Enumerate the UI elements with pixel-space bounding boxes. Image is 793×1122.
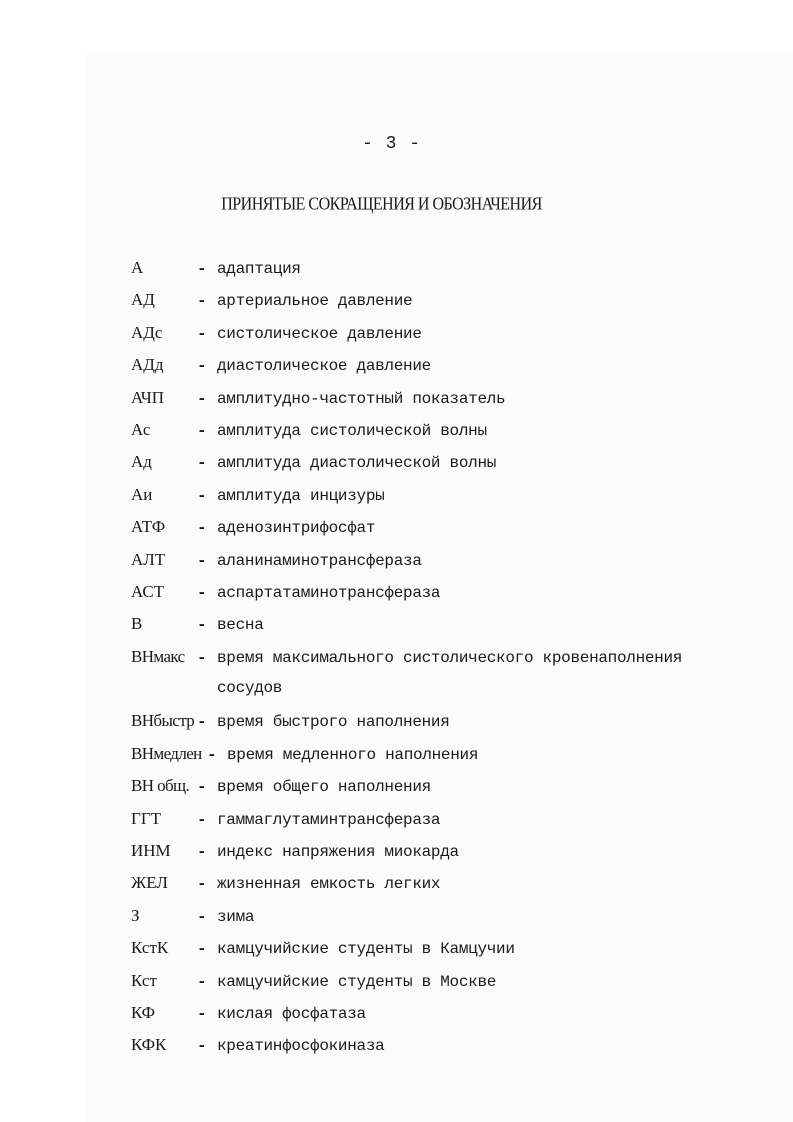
entry-definition: адаптация (217, 260, 301, 278)
entry-term: З (131, 905, 140, 925)
entry-term: В (131, 614, 143, 634)
abbreviation-entry (131, 711, 731, 743)
abbreviation-entry (131, 1035, 731, 1067)
entry-term: КстК (131, 938, 169, 958)
entry-definition: время максимального систолического кровенаполнения (217, 648, 683, 667)
abbreviation-entry (131, 841, 731, 873)
entry-dash: - (197, 260, 207, 278)
entry-dash: - (197, 940, 207, 959)
entry-term: АД (131, 290, 155, 310)
entry-term: Аи (131, 484, 153, 504)
entry-term: А (131, 258, 144, 277)
abbreviation-entry (131, 355, 731, 387)
entry-term: АЛТ (131, 549, 166, 569)
abbreviation-entry (131, 744, 731, 776)
entry-term: Ад (131, 452, 152, 472)
entry-definition-continuation: сосудов (217, 679, 283, 698)
abbreviation-entry-continuation (131, 679, 731, 711)
entry-term: ГГТ (131, 808, 162, 828)
abbreviation-list (131, 258, 731, 1068)
entry-definition: время медленного наполнения (227, 745, 479, 764)
abbreviation-entry (131, 388, 731, 420)
entry-term: Кст (131, 970, 157, 990)
entry-dash: - (197, 648, 207, 667)
entry-term: АДд (131, 355, 164, 375)
abbreviation-entry (131, 906, 731, 938)
entry-definition: амплитуда диастолической волны (217, 454, 497, 473)
abbreviation-entry (131, 290, 731, 322)
entry-definition: камцучийские студенты в Москве (217, 972, 497, 991)
entry-definition: аспартатаминотрансфераза (217, 583, 441, 602)
abbreviation-entry (131, 323, 731, 355)
entry-dash: - (197, 875, 207, 894)
entry-definition: индекс напряжения миокарда (217, 843, 459, 862)
entry-dash: - (197, 778, 207, 797)
entry-dash: - (207, 745, 217, 764)
entry-dash: - (197, 292, 207, 311)
entry-dash: - (197, 454, 207, 473)
entry-term: АЧП (131, 387, 165, 407)
abbreviation-entry (131, 809, 731, 841)
entry-dash: - (197, 551, 207, 570)
abbreviation-entry (131, 614, 731, 646)
entry-term: АТФ (131, 517, 166, 537)
entry-definition: зима (217, 907, 255, 926)
entry-term: ВН общ. (131, 776, 190, 796)
entry-definition: амплитудно-частотный показатель (217, 389, 506, 408)
entry-definition: амплитуда инцизуры (217, 486, 385, 505)
entry-dash: - (197, 713, 207, 732)
page-number: - 3 - (361, 134, 421, 154)
abbreviation-entry (131, 647, 731, 679)
abbreviation-entry (131, 776, 731, 808)
entry-definition: гаммаглутаминтрансфераза (217, 810, 441, 829)
entry-dash: - (197, 519, 207, 538)
entry-dash: - (197, 324, 207, 343)
entry-definition: аланинаминотрансфераза (217, 551, 422, 570)
abbreviation-entry (131, 420, 731, 452)
entry-definition: время общего наполнения (217, 778, 431, 797)
entry-dash: - (197, 972, 207, 991)
abbreviation-entry (131, 485, 731, 517)
entry-term: АДс (131, 322, 163, 342)
entry-definition: кислая фосфатаза (217, 1004, 366, 1023)
entry-definition: диастолическое давление (217, 357, 431, 376)
entry-dash: - (197, 1004, 207, 1023)
entry-definition: артериальное давление (217, 292, 413, 311)
abbreviation-entry (131, 873, 731, 905)
abbreviation-entry (131, 582, 731, 614)
entry-term: ИНМ (131, 841, 171, 861)
abbreviation-entry (131, 938, 731, 970)
entry-dash: - (197, 389, 207, 408)
entry-definition: амплитуда систолической волны (217, 421, 487, 440)
page-title: ПРИНЯТЫЕ СОКРАЩЕНИЯ И ОБОЗНАЧЕНИЯ (221, 195, 542, 214)
abbreviation-entry (131, 550, 731, 582)
entry-dash: - (197, 486, 207, 505)
entry-term: КФК (131, 1035, 167, 1055)
entry-dash: - (197, 616, 207, 635)
entry-dash: - (197, 907, 207, 926)
entry-definition: время быстрого наполнения (217, 713, 450, 732)
entry-dash: - (197, 357, 207, 376)
entry-definition: весна (217, 616, 264, 635)
entry-dash: - (197, 583, 207, 602)
entry-term: ЖЕЛ (131, 873, 168, 893)
entry-definition: креатинфосфокиназа (217, 1037, 385, 1056)
entry-dash: - (197, 1037, 207, 1056)
abbreviation-entry (131, 1003, 731, 1035)
abbreviation-entry (131, 517, 731, 549)
entry-definition: жизненная емкость легких (217, 875, 441, 894)
entry-term: АСТ (131, 581, 165, 601)
entry-dash: - (197, 810, 207, 829)
entry-term: КФ (131, 1002, 156, 1022)
entry-term: Ас (131, 419, 151, 439)
entry-term: ВНмакс (131, 646, 185, 666)
entry-dash: - (197, 421, 207, 440)
entry-definition: камцучийские студенты в Камцучии (217, 940, 515, 959)
entry-definition: систолическое давление (217, 324, 422, 343)
abbreviation-entry (131, 258, 731, 290)
abbreviation-entry (131, 971, 731, 1003)
entry-definition: аденозинтрифосфат (217, 519, 376, 538)
entry-dash: - (197, 843, 207, 862)
entry-term: ВНмедлен (131, 743, 202, 763)
entry-term: ВНбыстр (131, 711, 195, 731)
abbreviation-entry (131, 452, 731, 484)
